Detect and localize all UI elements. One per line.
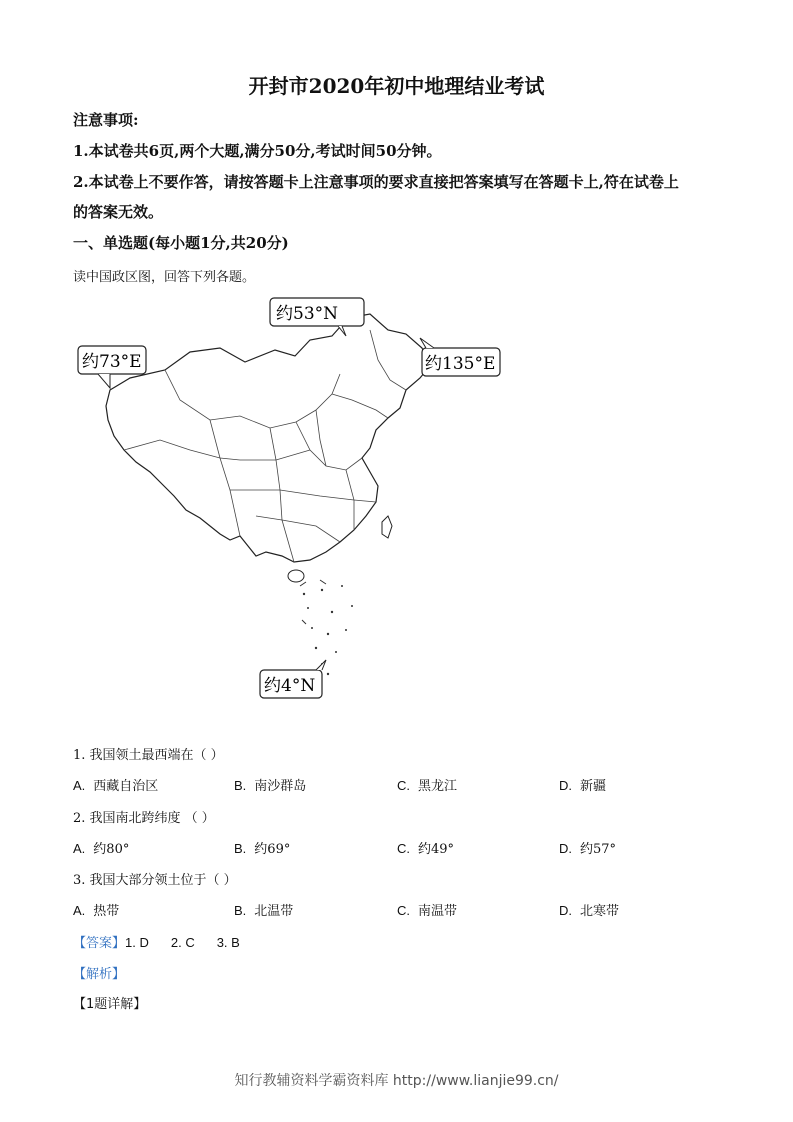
taiwan-island	[382, 516, 392, 538]
question-2-option-a: A. 约80°	[73, 841, 130, 857]
notice-heading: 注意事项:	[73, 111, 139, 129]
hainan-island	[288, 570, 304, 582]
answer-item: 2. C	[170, 935, 195, 950]
footer-watermark: 知行教辅资料学霸资料库 http://www.lianjie99.cn/	[234, 1073, 559, 1089]
question-1-option-d: D. 新疆	[559, 778, 607, 794]
china-outline	[106, 314, 430, 562]
analysis-label: 【解析】	[73, 966, 126, 981]
section-instruction: 读中国政区图，回答下列各题。	[73, 270, 256, 285]
question-3-option-a: A. 热带	[73, 903, 120, 919]
question-1-option-a: A. 西藏自治区	[73, 778, 159, 794]
question-2-option-d: D. 约57°	[559, 841, 617, 857]
notice-item-2-line-2: 的答案无效。	[73, 203, 164, 221]
label-north-latitude: 约53°N	[276, 304, 339, 324]
question-3-stem: 3. 我国大部分领土位于（ ）	[73, 873, 237, 888]
question-3-option-b: B. 北温带	[234, 903, 294, 919]
exam-title: 开封市2020年初中地理结业考试	[248, 74, 545, 98]
label-east-longitude: 约135°E	[425, 354, 496, 374]
label-west-longitude: 约73°E	[82, 352, 142, 372]
answer-line	[73, 932, 240, 951]
question-3-option-d: D. 北寒带	[559, 903, 620, 919]
label-south-latitude: 约4°N	[264, 676, 316, 696]
china-political-map	[70, 290, 510, 710]
question-2-option-c: C. 约49°	[397, 841, 455, 857]
answer-item: 3. B	[216, 935, 240, 950]
question-3-option-c: C. 南温带	[397, 903, 458, 919]
detail-label: 【1题详解】	[73, 997, 147, 1012]
answer-item: 1. D	[125, 935, 149, 950]
question-1-option-c: C. 黑龙江	[397, 778, 458, 794]
section-heading: 一、单选题(每小题1分,共20分)	[73, 234, 289, 252]
notice-item-2-line-1: 2.本试卷上不要作答，请按答题卡上注意事项的要求直接把答案填写在答题卡上,符在试卷上	[73, 173, 679, 191]
question-2-stem: 2. 我国南北跨纬度 （ ）	[73, 811, 215, 826]
answer-label: 【答案】	[73, 935, 126, 950]
question-1-stem: 1. 我国领土最西端在（ ）	[73, 748, 224, 763]
question-2-option-b: B. 约69°	[234, 841, 291, 857]
notice-item-1: 1.本试卷共6页,两个大题,满分50分,考试时间50分钟。	[73, 142, 442, 160]
question-1-option-b: B. 南沙群岛	[234, 778, 307, 794]
